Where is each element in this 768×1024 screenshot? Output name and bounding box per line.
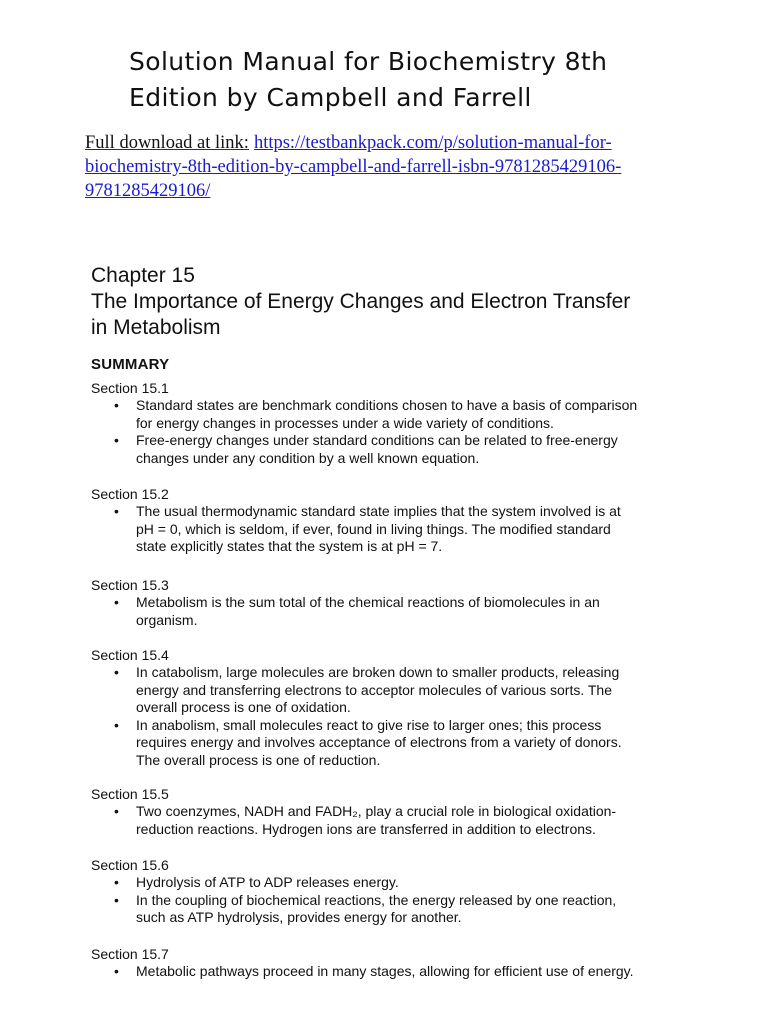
bullet-icon: •	[114, 503, 119, 519]
section-title: Section 15.4	[91, 647, 169, 663]
bullet-list	[91, 397, 691, 467]
download-prefix: Full download at link:	[85, 133, 249, 153]
section-title: Section 15.3	[91, 577, 169, 593]
chapter-title-line-1: The Importance of Energy Changes and Electron Transfer	[91, 290, 631, 313]
section-15-1	[91, 379, 691, 467]
document-title	[129, 44, 729, 116]
chapter-title-line-2: in Metabolism	[91, 316, 221, 339]
list-item-text: Standard states are benchmark conditions chosen to have a basis of comparison for energy changes in processes under a wide variety of conditions.	[136, 397, 638, 431]
download-line-1	[85, 131, 745, 155]
list-item	[91, 717, 691, 770]
download-paragraph	[85, 131, 745, 203]
chapter-heading	[91, 263, 731, 341]
list-item	[91, 892, 691, 927]
bullet-icon: •	[114, 432, 119, 449]
list-item-text: The usual thermodynamic standard state implies that the system involved is at pH = 0, which is seldom, if ever, found in living things. The modified standard state explicitly states that the system is at pH = 7.	[136, 503, 621, 555]
document-title-line-1: Solution Manual for Biochemistry 8th	[129, 47, 608, 76]
section-15-4	[91, 646, 691, 770]
list-item-text: In catabolism, large molecules are broken down to smaller products, releasing energy and transferring electrons to acceptor molecules of various sorts. The overall process is one of oxidation.	[136, 664, 620, 716]
bullet-icon: •	[114, 963, 119, 979]
list-item	[91, 803, 691, 838]
bullet-list	[91, 963, 691, 981]
bullet-list	[91, 803, 691, 838]
download-link-part-1[interactable]: https://testbankpack.com/p/solution-manual-for-	[253, 133, 612, 153]
bullet-list	[91, 594, 691, 629]
list-item	[91, 664, 691, 717]
list-item-text: In anabolism, small molecules react to give rise to larger ones; this process requires energy and involves acceptance of electrons from a variety of donors. The overall process is one of reduction.	[136, 716, 622, 768]
section-15-7	[91, 945, 691, 981]
section-15-3	[91, 576, 691, 629]
section-title: Section 15.2	[91, 486, 169, 502]
document-title-line-2: Edition by Campbell and Farrell	[129, 83, 532, 112]
list-item	[91, 432, 691, 467]
section-title: Section 15.1	[91, 380, 169, 396]
bullet-list	[91, 503, 691, 556]
list-item-text: In the coupling of biochemical reactions, the energy released by one reaction, such as ATP hydrolysis, provides energy for another.	[136, 891, 617, 926]
bullet-icon: •	[114, 594, 119, 610]
section-title: Section 15.6	[91, 857, 169, 873]
bullet-icon: •	[114, 716, 119, 733]
bullet-icon: •	[114, 664, 119, 680]
bullet-icon: •	[114, 803, 119, 819]
download-link-part-2[interactable]: biochemistry-8th-edition-by-campbell-and-farrell-isbn-9781285429106-	[85, 157, 622, 177]
section-15-5	[91, 785, 691, 838]
list-item	[91, 397, 691, 432]
section-title: Section 15.5	[91, 786, 169, 802]
download-link[interactable]	[85, 131, 745, 203]
summary-heading: SUMMARY	[91, 356, 170, 373]
section-15-6	[91, 856, 691, 927]
bullet-icon: •	[114, 397, 119, 413]
list-item-text: Two coenzymes, NADH and FADH₂, play a crucial role in biological oxidation- reduction reactions. Hydrogen ions are transferred in addition to electrons.	[136, 803, 617, 837]
download-link-part-3[interactable]: 9781285429106/	[85, 181, 211, 201]
list-item-text: Hydrolysis of ATP to ADP releases energy.	[136, 874, 399, 890]
section-title: Section 15.7	[91, 946, 169, 962]
list-item-text: Free-energy changes under standard conditions can be related to free-energy changes under any condition by a well known equation.	[136, 432, 618, 466]
chapter-number: Chapter 15	[91, 264, 195, 287]
bullet-list	[91, 874, 691, 927]
list-item-text: Metabolic pathways proceed in many stages, allowing for efficient use of energy.	[136, 963, 634, 979]
list-item	[91, 503, 691, 556]
list-item	[91, 874, 691, 892]
bullet-list	[91, 664, 691, 770]
section-15-2	[91, 485, 691, 556]
list-item-text: Metabolism is the sum total of the chemical reactions of biomolecules in an organism.	[136, 594, 600, 628]
list-item	[91, 963, 691, 981]
list-item	[91, 594, 691, 629]
bullet-icon: •	[114, 874, 119, 890]
bullet-icon: •	[114, 891, 119, 908]
